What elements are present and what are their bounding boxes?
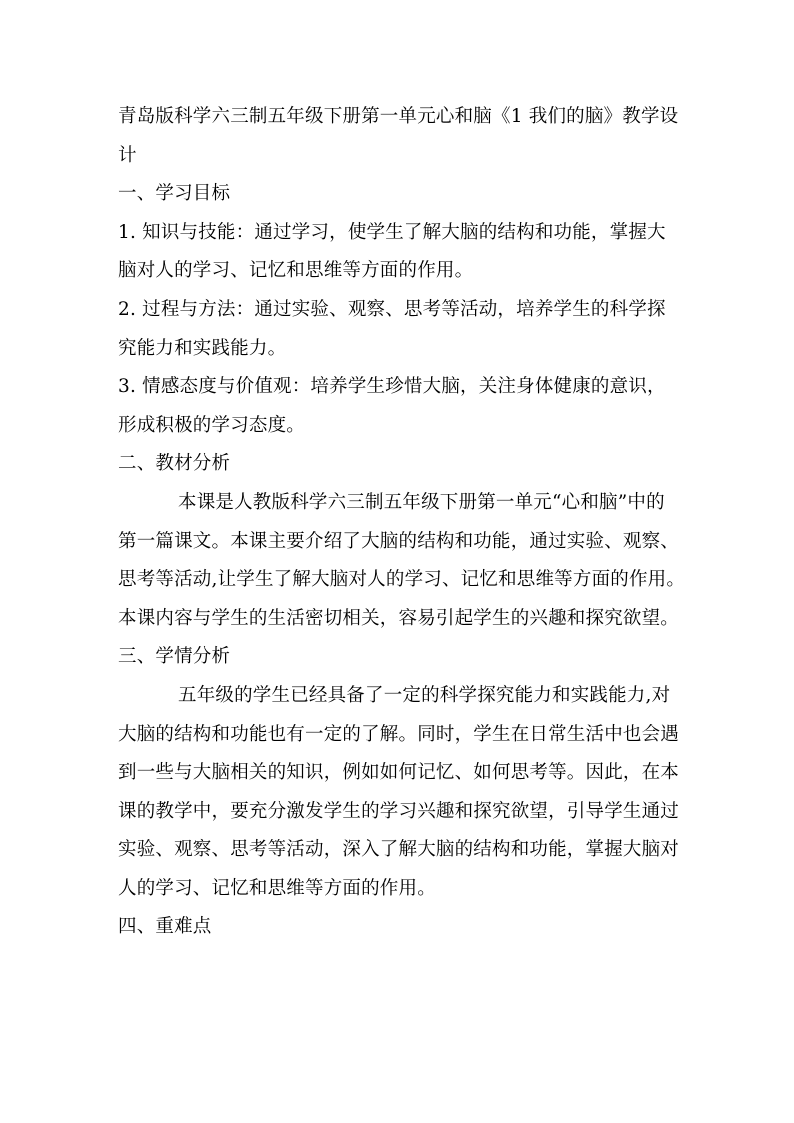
material-analysis-line-1: 本课是人教版科学六三制五年级下册第一单元“心和脑”中的 bbox=[178, 491, 665, 513]
student-analysis-line-2: 大脑的结构和功能也有一定的了解。同时，学生在日常生活中也会遇 bbox=[118, 723, 680, 745]
student-analysis-line-6: 人的学习、记忆和思维等方面的作用。 bbox=[118, 877, 436, 899]
material-analysis-line-4: 本课内容与学生的生活密切相关，容易引起学生的兴趣和探究欲望。 bbox=[118, 607, 680, 629]
section-heading-student-analysis: 三、学情分析 bbox=[118, 646, 231, 668]
student-analysis-line-4: 课的教学中，要充分激发学生的学习兴趣和探究欲望，引导学生通过 bbox=[118, 800, 680, 822]
student-analysis-line-3: 到一些与大脑相关的知识，例如如何记忆、如何思考等。因此，在本 bbox=[118, 762, 680, 784]
student-analysis-line-5: 实验、观察、思考等活动，深入了解大脑的结构和功能，掌握大脑对 bbox=[118, 839, 680, 861]
document-title-line-2: 计 bbox=[118, 144, 137, 166]
material-analysis-line-2: 第一篇课文。本课主要介绍了大脑的结构和功能，通过实验、观察、 bbox=[118, 530, 680, 552]
objectives-line-6: 形成积极的学习态度。 bbox=[118, 414, 306, 436]
objectives-line-5: 3. 情感态度与价值观：培养学生珍惜大脑，关注身体健康的意识， bbox=[118, 376, 666, 398]
section-heading-objectives: 一、学习目标 bbox=[118, 183, 231, 205]
section-heading-material-analysis: 二、教材分析 bbox=[118, 453, 231, 475]
document-body bbox=[118, 98, 686, 947]
objectives-line-1: 1. 知识与技能：通过学习，使学生了解大脑的结构和功能，掌握大 bbox=[118, 221, 666, 243]
material-analysis-line-3: 思考等活动,让学生了解大脑对人的学习、记忆和思维等方面的作用。 bbox=[118, 569, 686, 591]
objectives-line-4: 究能力和实践能力。 bbox=[118, 337, 287, 359]
objectives-line-2: 脑对人的学习、记忆和思维等方面的作用。 bbox=[118, 260, 474, 282]
objectives-line-3: 2. 过程与方法：通过实验、观察、思考等活动，培养学生的科学探 bbox=[118, 298, 666, 320]
document-title-line-1: 青岛版科学六三制五年级下册第一单元心和脑《1 我们的脑》教学设 bbox=[118, 106, 679, 127]
section-heading-key-points: 四、重难点 bbox=[118, 916, 212, 938]
student-analysis-line-1: 五年级的学生已经具备了一定的科学探究能力和实践能力,对 bbox=[178, 684, 671, 706]
